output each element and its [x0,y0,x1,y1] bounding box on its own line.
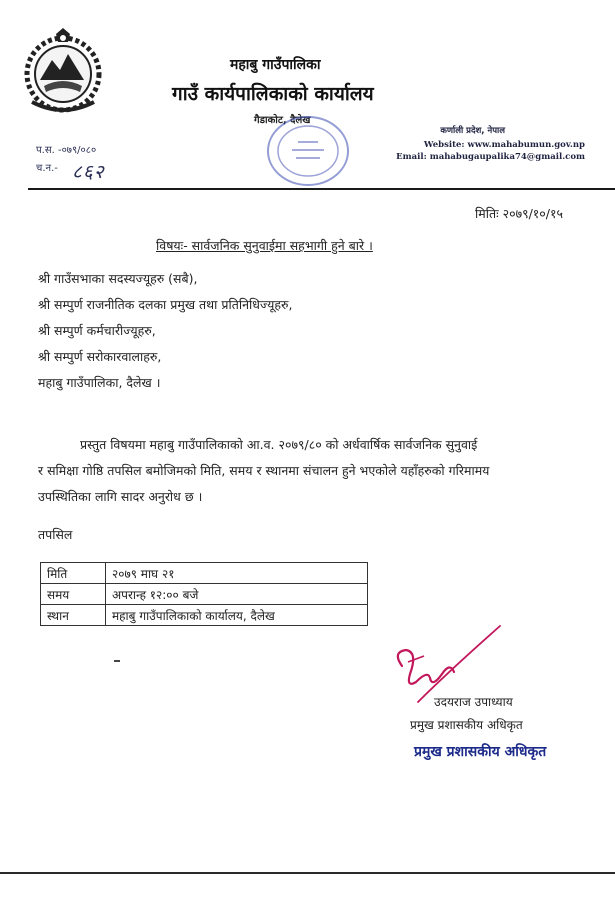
nepal-emblem-icon [22,28,104,114]
stray-mark [114,660,120,662]
footer-divider [0,872,615,874]
signatory-name: उदयराज उपाध्याय [434,695,513,709]
office-location: गैडाकोट, दैलेख [254,115,311,126]
patra-sankhya: प.स. -०७९/०८० [36,145,97,156]
designation-stamp: प्रमुख प्रशासकीय अधिकृत [414,744,547,760]
office-name: गाउँ कार्यपालिकाको कार्यालय [172,83,374,105]
chalani-label: च.न.- [36,163,58,174]
table-row [41,584,368,605]
addressee-line: महाबु गाउँपालिका, दैलेख । [38,375,161,390]
addressee-line: श्री सम्पुर्ण सरोकारवालाहरु, [38,349,162,364]
body-line: प्रस्तुत विषयमा महाबु गाउँपालिकाको आ.व. २०७९/८० को अर्धवार्षिक सार्वजनिक सुनुवाई [80,437,478,452]
schedule-value: २०७९ माघ २१ [106,563,368,584]
chalani-number: ८६२ [72,161,105,183]
province-text: कर्णाली प्रदेश, नेपाल [440,126,505,136]
header-divider [28,188,615,190]
website-text: Website: www.mahabumun.gov.np [423,140,585,150]
schedule-key: समय [41,584,106,605]
schedule-table [40,562,368,626]
addressee-line: श्री सम्पुर्ण कर्मचारीज्यूहरु, [38,323,156,338]
table-row [41,605,368,626]
letter-date: मितिः २०७९/१०/१५ [475,206,563,221]
schedule-key: मिति [41,563,106,584]
letter-body [38,432,578,510]
letter-subject: विषयः- सार्वजनिक सुनुवाईमा सहभागी हुने बारे । [156,238,373,253]
table-row [41,563,368,584]
schedule-key: स्थान [41,605,106,626]
signatory-post: प्रमुख प्रशासकीय अधिकृत [410,718,523,732]
addressee-line: श्री गाउँसभाका सदस्यज्यूहरु (सबै), [38,271,198,286]
tapsil-label: तपसिल [38,527,73,542]
municipality-name: महाबु गाउँपालिका [230,57,321,73]
email-text: Email: mahabugaupalika74@gmail.com [396,152,585,162]
body-line: उपस्थितिका लागि सादर अनुरोध छ । [38,489,203,504]
body-line: र समिक्षा गोष्ठि तपसिल बमोजिमको मिति, समय र स्थानमा संचालन हुने भएकोले यहाँहरुको गरिमामय [38,463,490,478]
schedule-value: महाबु गाउँपालिकाको कार्यालय, दैलेख [106,605,368,626]
office-seal-stamp [262,110,354,192]
addressee-line: श्री सम्पुर्ण राजनीतिक दलका प्रमुख तथा प्रतिनिधिज्यूहरु, [38,297,293,312]
schedule-value: अपरान्ह १२:०० बजे [106,584,368,605]
